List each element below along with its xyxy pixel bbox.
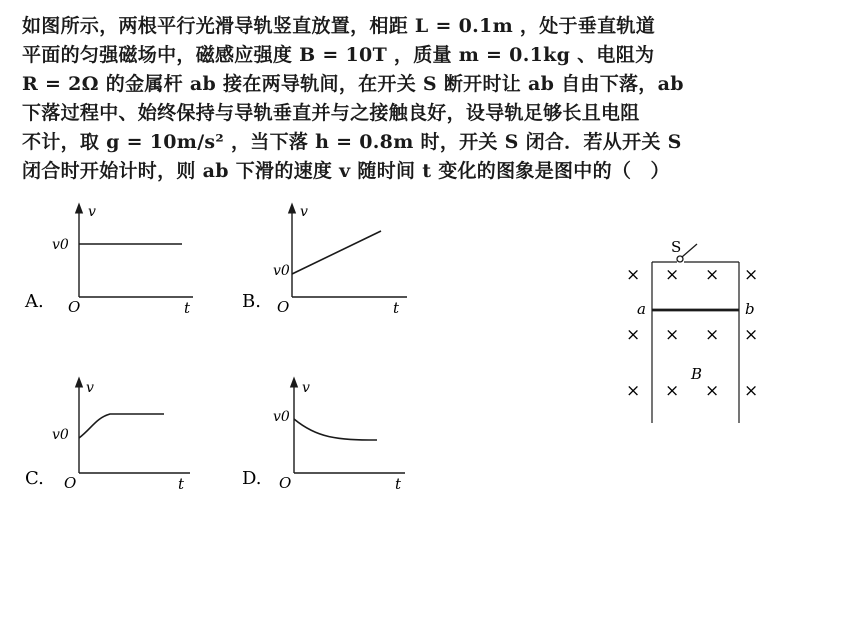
- v0-label: v0: [273, 263, 290, 279]
- field-cross: ×: [744, 265, 759, 285]
- v0-label: v0: [52, 237, 69, 253]
- field-cross: ×: [665, 265, 680, 285]
- field-cross: ×: [626, 265, 641, 285]
- v0-label: v0: [52, 427, 69, 443]
- option-label-a: A.: [25, 291, 44, 312]
- origin-label: O: [277, 298, 290, 315]
- option-label-d: D.: [242, 468, 262, 489]
- field-cross: ×: [705, 325, 720, 345]
- option-label-c: C.: [25, 468, 44, 489]
- field-cross: ×: [626, 325, 641, 345]
- question-text: [22, 12, 822, 186]
- field-cross: ×: [744, 381, 759, 401]
- curve-d: [294, 419, 377, 440]
- y-axis-label: v: [86, 380, 94, 396]
- question-line-6: 闭合时开始计时，则 ab 下滑的速度 v 随时间 t 变化的图象是图中的（ ）: [22, 160, 670, 182]
- y-axis-label: v: [302, 380, 310, 396]
- field-cross: ×: [665, 325, 680, 345]
- x-axis-label: t: [184, 299, 191, 315]
- x-axis-label: t: [178, 475, 185, 491]
- curve-c: [79, 414, 164, 438]
- option-label-b: B.: [242, 291, 261, 312]
- question-line-5: 不计，取 g = 10m/s² ，当下落 h = 0.8m 时，开关 S 闭合．若从开关 S: [22, 131, 682, 153]
- graph-d: [237, 376, 417, 491]
- question-line-1: 如图所示，两根平行光滑导轨竖直放置，相距 L = 0.1m ，处于垂直轨道: [22, 15, 655, 37]
- field-cross: ×: [626, 381, 641, 401]
- switch-blade: [682, 244, 697, 257]
- x-axis-label: t: [395, 475, 402, 491]
- y-axis-label: v: [300, 204, 308, 220]
- v0-label: v0: [273, 409, 290, 425]
- switch-label: S: [671, 238, 682, 256]
- graph-b: [237, 200, 417, 315]
- y-axis-label: v: [88, 204, 96, 220]
- circuit-diagram: [610, 228, 780, 438]
- origin-label: O: [64, 474, 77, 491]
- question-line-4: 下落过程中、始终保持与导轨垂直并与之接触良好，设导轨足够长且电阻: [22, 102, 640, 124]
- field-label: B: [691, 365, 703, 383]
- field-cross: ×: [705, 265, 720, 285]
- rod-end-a: a: [637, 300, 646, 318]
- origin-label: O: [68, 298, 81, 315]
- origin-label: O: [279, 474, 292, 491]
- field-cross: ×: [744, 325, 759, 345]
- graph-a: [20, 200, 200, 315]
- question-line-2: 平面的匀强磁场中，磁感应强度 B = 10T ，质量 m = 0.1kg 、电阻为: [22, 44, 655, 66]
- field-cross: ×: [665, 381, 680, 401]
- question-line-3: R = 2Ω 的金属杆 ab 接在两导轨间，在开关 S 断开时让 ab 自由下落，ab: [22, 73, 684, 95]
- rod-end-b: b: [745, 300, 755, 318]
- x-axis-label: t: [393, 299, 400, 315]
- graph-c: [20, 376, 200, 491]
- curve-b: [292, 231, 381, 274]
- field-cross: ×: [705, 381, 720, 401]
